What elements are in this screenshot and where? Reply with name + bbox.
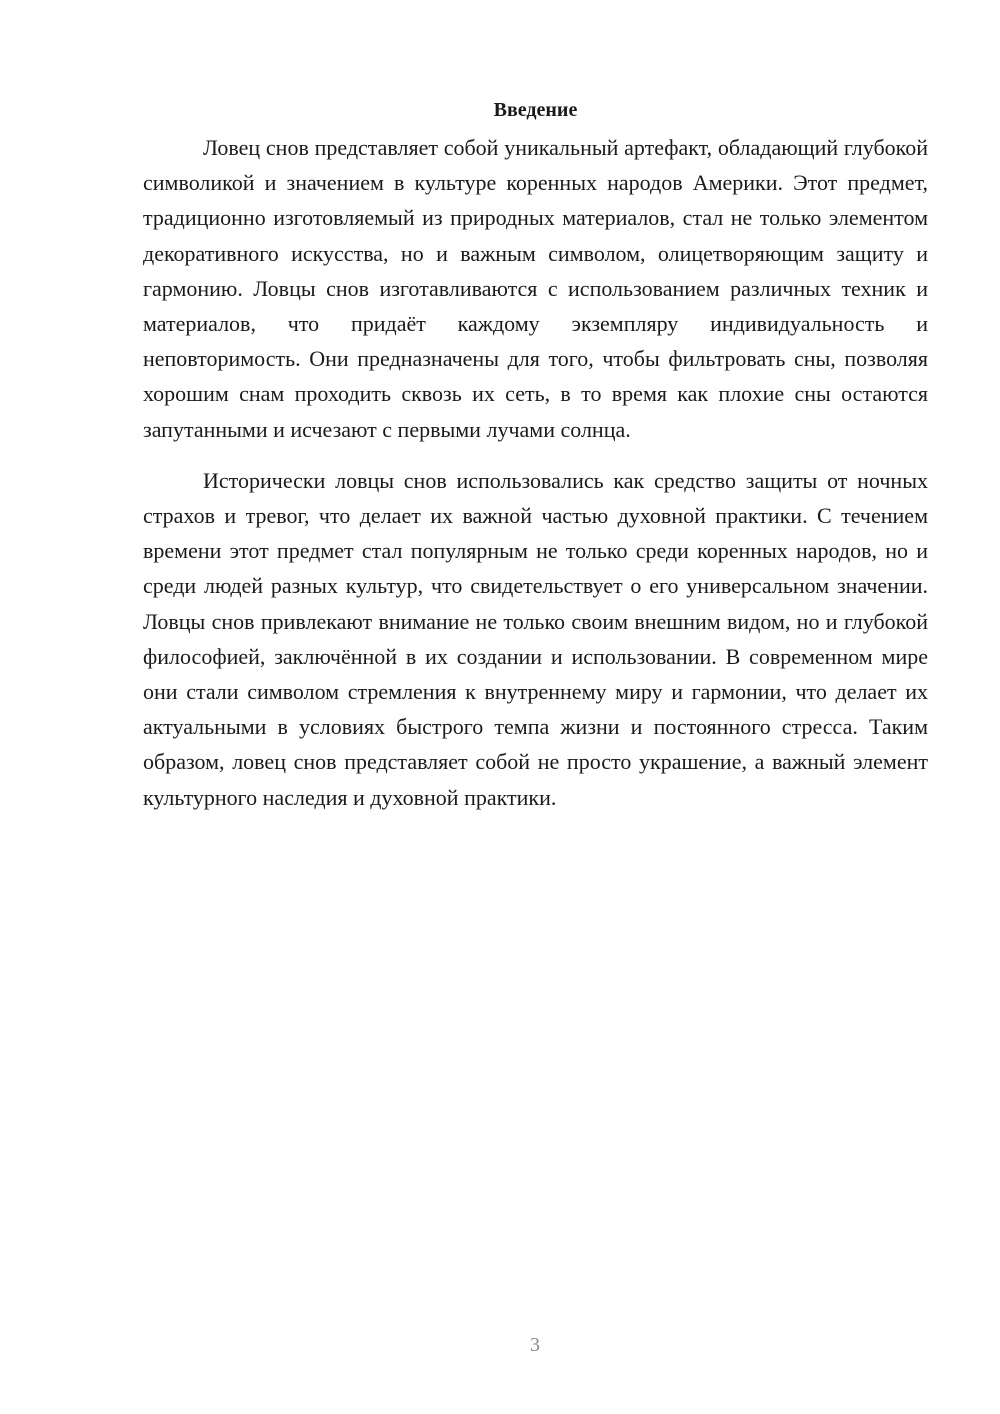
page-content xyxy=(143,96,928,815)
section-heading: Введение xyxy=(493,99,578,121)
paragraph-1: Ловец снов представляет собой уникальный артефакт, обладающий глубокой символикой и значением в культуре коренных народов Америки. Этот предмет, традиционно изготовляемый из природных материалов, стал не только элементом декоративного искусства, но и важным символом, олицетворяющим защиту и гармонию. Ловцы снов изготавливаются с использованием различных техник и материалов, что придаёт каждому экземпляру индивидуальность и неповторимость. Они предназначены для того, чтобы фильтровать сны, позволяя хорошим снам проходить сквозь их сеть, в то время как плохие сны остаются запутанными и исчезают с первыми лучами солнца. xyxy=(143,135,928,442)
paragraph-2: Исторически ловцы снов использовались как средство защиты от ночных страхов и тревог, что делает их важной частью духовной практики. С течением времени этот предмет стал популярным не только среди коренных народов, но и среди людей разных культур, что свидетельствует о его универсальном значении. Ловцы снов привлекают внимание не только своим внешним видом, но и глубокой философией, заключённой в их создании и использовании. В современном мире они стали символом стремления к внутреннему миру и гармонии, что делает их актуальными в условиях быстрого темпа жизни и постоянного стресса. Таким образом, ловец снов представляет собой не просто украшение, а важный элемент культурного наследия и духовной практики. xyxy=(143,467,928,810)
page-number: 3 xyxy=(530,1334,540,1356)
